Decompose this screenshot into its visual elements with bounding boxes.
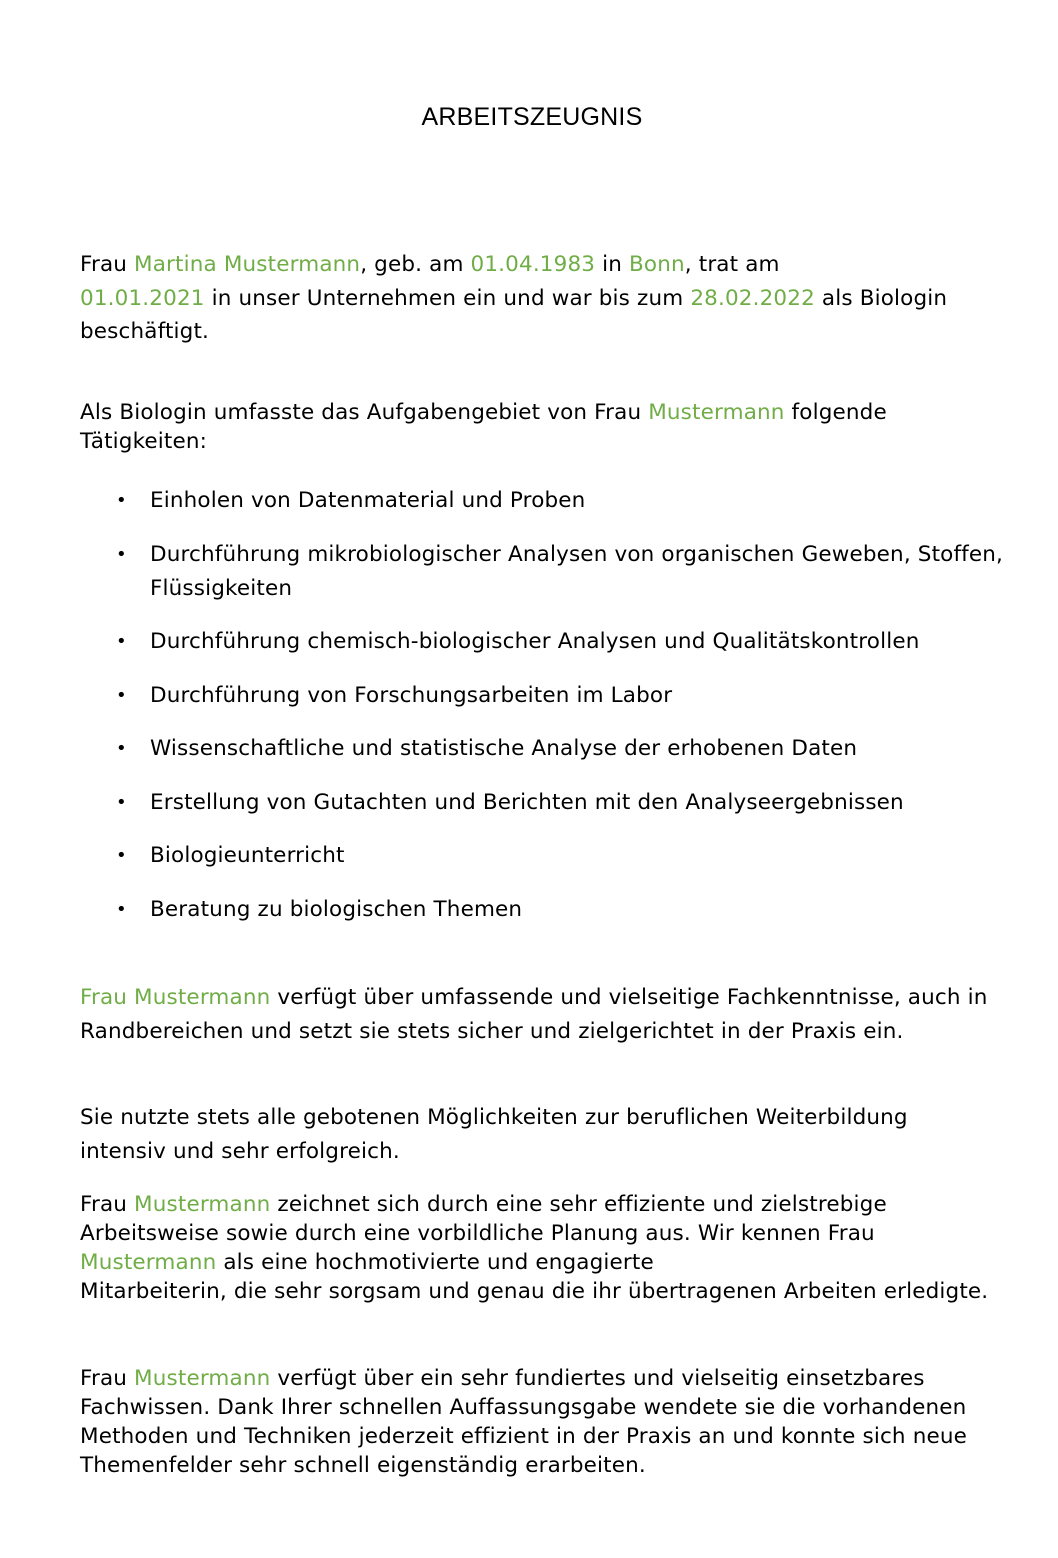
tasks-intro-text-2: folgende Tätigkeiten:	[80, 400, 887, 454]
employee-surname: Mustermann	[134, 1192, 271, 1217]
tasks-intro-text-1: Als Biologin umfasste das Aufgabengebiet von Frau	[80, 400, 649, 425]
birth-place: Bonn	[629, 252, 685, 277]
expertise-text-1: Frau	[80, 1366, 135, 1391]
employee-name: Martina Mustermann	[134, 252, 361, 277]
intro-text-5: in unser Unternehmen ein und war bis zum	[204, 285, 691, 311]
bullet-icon: •	[116, 791, 127, 813]
work-style-text-3: als eine hochmotivierte und engagierte	[216, 1250, 654, 1275]
bullet-icon: •	[116, 898, 127, 920]
bullet-icon: •	[116, 631, 127, 652]
list-item	[80, 893, 1010, 927]
task-text: Biologieunterricht	[150, 843, 345, 868]
expertise-text-2: verfügt über ein sehr fundiertes und vielseitig einsetzbares Fachwissen. Dank Ihrer schnellen Auffassungsgabe wendete sie die vorhandenen Methoden und Techniken jederzeit effizient in der Praxis an und konnte sich neue Themenfelder sehr schnell eigenständig erarbeiten.	[80, 1366, 968, 1478]
bullet-icon: •	[116, 684, 127, 706]
bullet-icon: •	[116, 543, 127, 565]
task-text: Einholen von Datenmaterial und Proben	[150, 488, 586, 513]
employee-surname: Mustermann	[134, 1366, 271, 1391]
intro-text-4: , trat am	[684, 252, 780, 277]
list-item	[80, 839, 1010, 873]
start-date: 01.01.2021	[80, 285, 205, 311]
employee-surname: Mustermann	[648, 400, 785, 425]
list-item	[80, 625, 1010, 659]
list-item	[80, 484, 1010, 518]
tasks-intro-paragraph	[80, 398, 990, 456]
end-date: 28.02.2022	[690, 285, 815, 311]
intro-text-1: Frau	[80, 252, 135, 277]
employee-surname: Mustermann	[80, 1250, 217, 1275]
task-text: Wissenschaftliche und statistische Analyse der erhobenen Daten	[150, 736, 858, 761]
intro-text-2: , geb. am	[360, 252, 471, 277]
intro-paragraph	[80, 248, 990, 349]
knowledge-paragraph	[80, 981, 990, 1048]
task-text: Beratung zu biologischen Themen	[150, 896, 523, 922]
work-style-text-2: zeichnet sich durch eine sehr effiziente und zielstrebige Arbeitsweise sowie durch eine vorbildliche Planung aus. Wir kennen Frau	[80, 1192, 887, 1246]
task-text: Durchführung chemisch-biologischer Analysen und Qualitätskontrollen	[150, 629, 920, 654]
knowledge-text: verfügt über umfassende und vielseitige Fachkenntnisse, auch in Randbereichen und setzt sie stets sicher und zielgerichtet in der Praxis ein.	[80, 985, 988, 1044]
list-item	[80, 538, 1010, 606]
task-list	[80, 484, 1010, 946]
task-text: Erstellung von Gutachten und Berichten mit den Analyseergebnissen	[150, 789, 904, 815]
work-style-text-1: Frau	[80, 1192, 135, 1217]
intro-text-3: in	[595, 252, 629, 277]
document-title: ARBEITSZEUGNIS	[421, 103, 643, 131]
training-paragraph: Sie nutzte stets alle gebotenen Möglichkeiten zur beruflichen Weiterbildung intensiv und sehr erfolgreich.	[80, 1105, 908, 1164]
bullet-icon: •	[116, 738, 127, 759]
task-text: Durchführung mikrobiologischer Analysen von organischen Geweben, Stoffen, Flüssigkeiten	[150, 541, 1004, 601]
bullet-icon: •	[116, 845, 127, 866]
bullet-icon: •	[116, 490, 127, 511]
list-item	[80, 732, 1010, 766]
list-item	[80, 786, 1010, 820]
intro-text-6: als Biologin beschäftigt.	[80, 285, 948, 344]
employee-name: Frau Mustermann	[80, 985, 271, 1010]
task-text: Durchführung von Forschungsarbeiten im Labor	[150, 682, 673, 708]
birth-date: 01.04.1983	[470, 252, 596, 277]
list-item	[80, 679, 1010, 713]
expertise-paragraph	[80, 1364, 990, 1480]
work-style-paragraph	[80, 1190, 990, 1306]
work-style-text-4: Mitarbeiterin, die sehr sorgsam und genau die ihr übertragenen Arbeiten erledigte.	[80, 1279, 989, 1304]
